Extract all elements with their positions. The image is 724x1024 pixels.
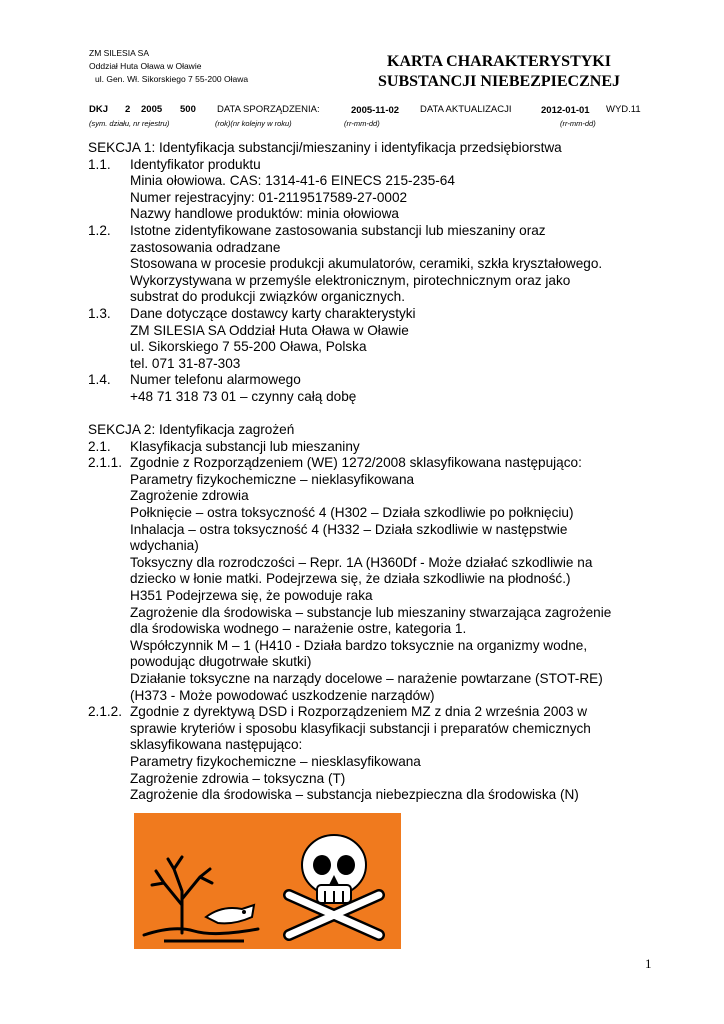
section-text: Dane dotyczące dostawcy karty charakterystyki	[130, 305, 416, 321]
meta-edition: WYD.11	[606, 104, 641, 115]
section-number: 1.1.	[88, 156, 111, 172]
text-line	[88, 654, 678, 671]
text-line	[88, 306, 678, 323]
meta-sub-year: (rok)(nr kolejny w roku)	[215, 119, 292, 128]
section-number: 2.1.	[88, 438, 111, 454]
text-line	[88, 372, 678, 389]
text-line	[88, 588, 678, 605]
section-text: powodując długotrwałe skutki)	[130, 654, 312, 670]
company-address: ul. Gen. Wł. Sikorskiego 7 55-200 Oława	[95, 74, 249, 84]
section-text: tel. 071 31-87-303	[130, 355, 241, 371]
meta-created-label: DATA SPORZĄDZENIA:	[217, 104, 320, 115]
text-line	[88, 638, 678, 655]
section-text: dla środowiska wodnego – narażenie ostre, kategoria 1.	[130, 621, 467, 637]
text-line	[88, 671, 678, 688]
section-text: Istotne zidentyfikowane zastosowania substancji lub mieszaniny oraz	[130, 222, 546, 238]
company-name: ZM SILESIA SA	[89, 48, 149, 58]
section-text: Zgodnie z dyrektywą DSD i Rozporządzeniem MZ z dnia 2 września 2003 w	[130, 704, 588, 720]
section-text: Połknięcie – ostra toksyczność 4 (H302 – Działa szkodliwie po połknięciu)	[130, 505, 574, 521]
text-line	[88, 538, 678, 555]
section-number: 1.3.	[88, 305, 111, 321]
text-line	[88, 206, 678, 223]
section-text: substrat do produkcji związków organicznych.	[130, 289, 406, 305]
section-text: ul. Sikorskiego 7 55-200 Oława, Polska	[130, 339, 367, 355]
section-number: 1.4.	[88, 372, 111, 388]
section-text: sprawie kryteriów i sposobu klasyfikacji substancji i preparatów chemicznych	[130, 720, 591, 736]
text-line	[88, 754, 678, 771]
document-title-line-2: SUBSTANCJI NIEBEZPIECZNEJ	[378, 73, 620, 90]
text-line	[88, 555, 678, 572]
section-text: Parametry fizykochemiczne – nieklasyfikowana	[130, 471, 415, 487]
section-text: Nazwy handlowe produktów: minia ołowiowa	[130, 206, 399, 222]
text-line	[88, 339, 678, 356]
text-line	[88, 787, 678, 804]
section-text: Numer telefonu alarmowego	[130, 372, 301, 388]
section-text: Identyfikator produktu	[130, 156, 261, 172]
text-line	[88, 157, 678, 174]
document-body	[88, 140, 678, 804]
meta-sub-date1: (rr-mm-dd)	[344, 119, 380, 128]
hazard-pictograms	[134, 813, 544, 949]
section-text: ZM SILESIA SA Oddział Huta Oława w Oławie	[130, 322, 409, 338]
text-line	[88, 621, 678, 638]
text-line	[88, 472, 678, 489]
section-text: wdychania)	[130, 538, 199, 554]
text-line	[88, 605, 678, 622]
meta-sub-sym: (sym. działu, nr rejestru)	[89, 119, 170, 128]
section-number: 1.2.	[88, 222, 111, 238]
section-number: 2.1.1.	[88, 455, 123, 471]
section-text: Toksyczny dla rozrodczości – Repr. 1A (H360Df - Może działać szkodliwie na	[130, 554, 593, 570]
section-text: +48 71 318 73 01 – czynny całą dobę	[130, 388, 357, 404]
text-line	[88, 273, 678, 290]
text-line	[88, 522, 678, 539]
text-line	[88, 240, 678, 257]
toxic-skull-icon	[267, 813, 401, 949]
text-line	[88, 771, 678, 788]
section-text: Inhalacja – ostra toksyczność 4 (H332 – Działa szkodliwie w następstwie	[130, 521, 568, 537]
section-text: Numer rejestracyjny: 01-2119517589-27-0002	[130, 189, 408, 205]
text-line	[88, 704, 678, 721]
section-text: (H373 - Może powodować uszkodzenie narządów)	[130, 687, 435, 703]
text-line	[88, 688, 678, 705]
text-line	[88, 721, 678, 738]
section-text: zastosowania odradzane	[130, 239, 281, 255]
meta-created-value: 2005-11-02	[351, 105, 400, 116]
section-text: Stosowana w procesie produkcji akumulatorów, ceramiki, szkła kryształowego.	[130, 256, 603, 272]
environment-pictogram-background	[134, 813, 268, 949]
text-line	[88, 737, 678, 754]
section-text: sklasyfikowana następująco:	[130, 737, 303, 753]
meta-sub-date2: (rr-mm-dd)	[560, 119, 596, 128]
meta-updated-value: 2012-01-01	[541, 105, 590, 116]
section-heading: SEKCJA 1: Identyfikacja substancji/mieszaniny i identyfikacja przedsiębiorstwa	[88, 140, 562, 155]
section-text: Współczynnik M – 1 (H410 - Działa bardzo toksycznie na organizmy wodne,	[130, 637, 588, 653]
section-text: dziecko w łonie matki. Podejrzewa się, że działa szkodliwie na płodność.)	[130, 571, 571, 587]
text-line	[88, 223, 678, 240]
text-line	[88, 323, 678, 340]
text-line	[88, 422, 678, 439]
section-text: Zagrożenie zdrowia	[130, 488, 249, 504]
text-line	[88, 439, 678, 456]
environment-hazard-icon	[134, 813, 268, 949]
section-text: H351 Podejrzewa się, że powoduje raka	[130, 588, 373, 604]
section-text: Klasyfikacja substancji lub mieszaniny	[130, 438, 360, 454]
section-text: Parametry fizykochemiczne – niesklasyfikowana	[130, 753, 421, 769]
text-line	[88, 256, 678, 273]
meta-dept: 2	[125, 104, 131, 115]
section-text: Działanie toksyczne na narządy docelowe – narażenie powtarzane (STOT-RE)	[130, 671, 603, 686]
meta-dkj: DKJ	[89, 104, 109, 115]
page-number: 1	[645, 956, 652, 971]
text-line	[88, 140, 678, 157]
section-text: Zagrożenie dla środowiska – substancje lub mieszaniny stwarzająca zagrożenie	[130, 604, 612, 620]
document-title-line-1: KARTA CHARAKTERYSTYKI	[387, 53, 611, 70]
section-text: Zagrożenie dla środowiska – substancja niebezpieczna dla środowiska (N)	[130, 787, 579, 803]
text-line	[88, 190, 678, 207]
text-line	[88, 289, 678, 306]
meta-reg: 500	[180, 104, 196, 115]
text-line	[88, 406, 678, 423]
company-branch: Oddział Huta Oława w Oławie	[89, 61, 202, 71]
text-line	[88, 571, 678, 588]
text-line	[88, 389, 678, 406]
section-number: 2.1.2.	[88, 704, 123, 720]
text-line	[88, 455, 678, 472]
text-line	[88, 173, 678, 190]
text-line	[88, 505, 678, 522]
meta-year: 2005	[141, 104, 163, 115]
section-text: Wykorzystywana w przemyśle elektronicznym, pirotechnicznym oraz jako	[130, 272, 571, 288]
text-line	[88, 356, 678, 373]
section-text: Minia ołowiowa. CAS: 1314-41-6 EINECS 215-235-64	[130, 173, 455, 189]
text-line	[88, 488, 678, 505]
meta-updated-label: DATA AKTUALIZACJI	[420, 104, 512, 115]
section-text: Zagrożenie zdrowia – toksyczna (T)	[130, 770, 346, 786]
section-heading: SEKCJA 2: Identyfikacja zagrożeń	[88, 422, 295, 438]
section-text: Zgodnie z Rozporządzeniem (WE) 1272/2008 sklasyfikowana następująco:	[130, 455, 582, 471]
